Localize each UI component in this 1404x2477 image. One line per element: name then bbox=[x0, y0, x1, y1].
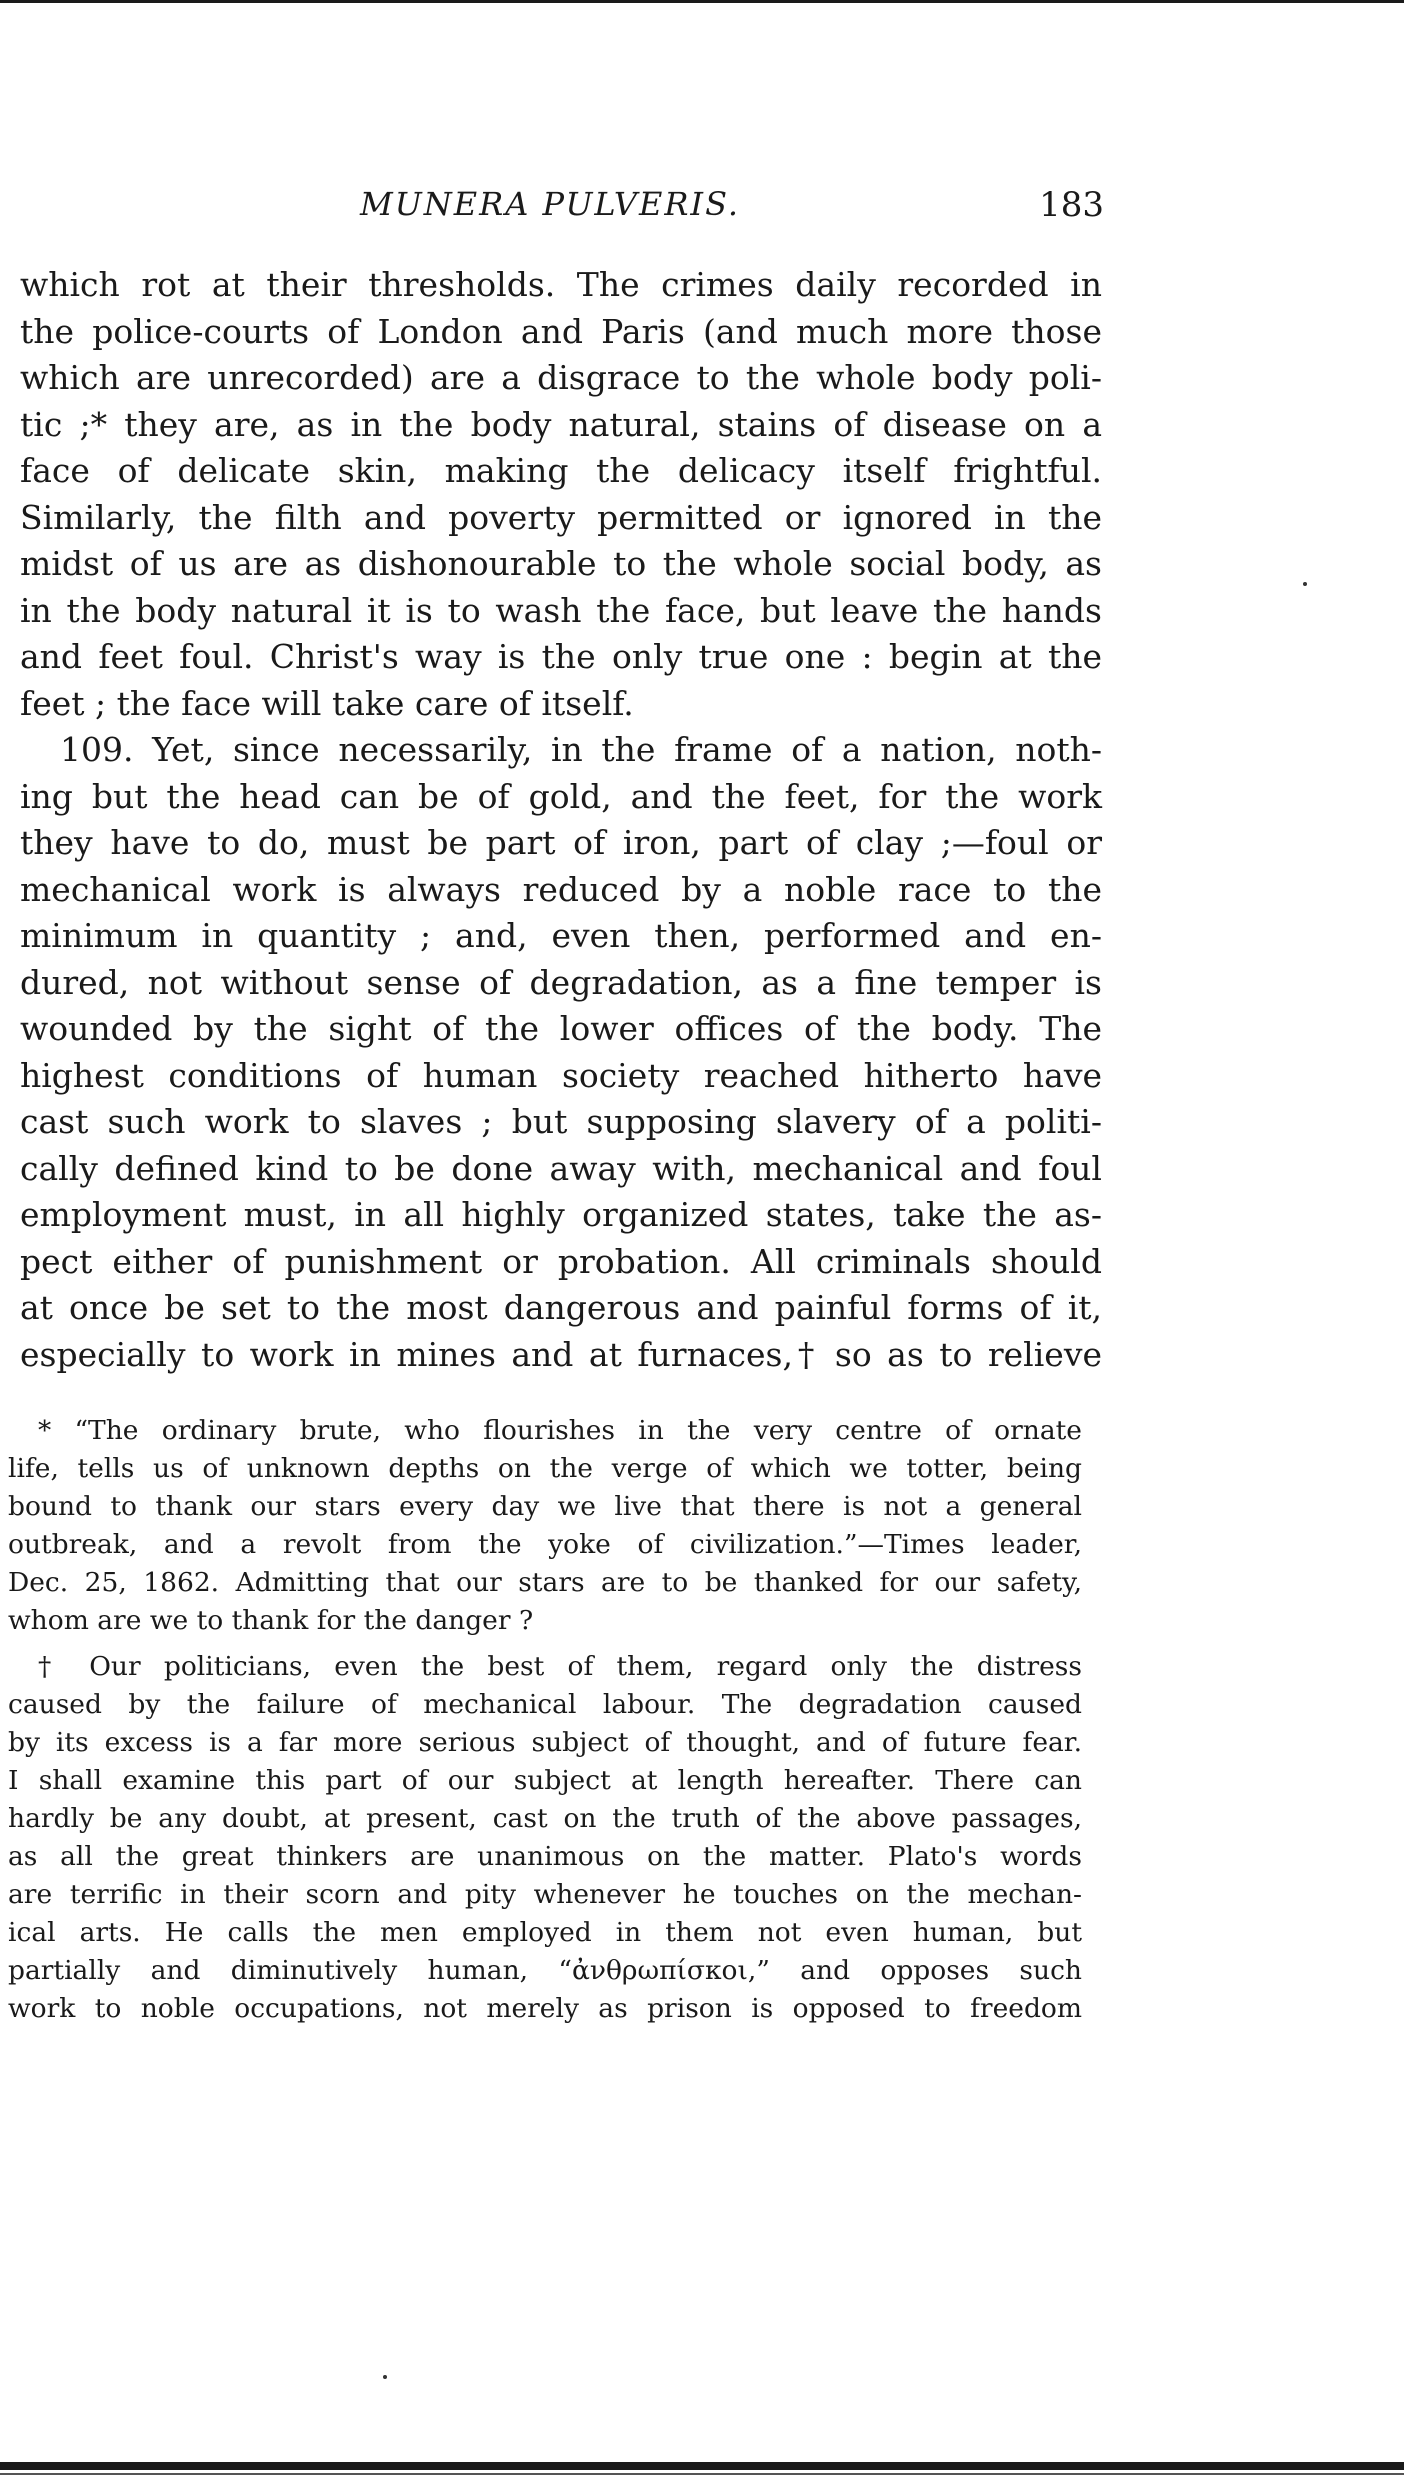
footnote-line: † Our politicians, even the best of them, regard only the distress bbox=[38, 1651, 1082, 1682]
footnote-line: caused by the failure of mechanical labour. The degradation caused bbox=[8, 1689, 1082, 1720]
footnote-gap bbox=[8, 1640, 1082, 1648]
body-line: Similarly, the filth and poverty permitted or ignored in the bbox=[20, 497, 1102, 537]
footnote-line: ical arts. He calls the men employed in them not even human, but bbox=[8, 1917, 1082, 1948]
footnote-line: work to noble occupations, not merely as prison is opposed to freedom bbox=[8, 1993, 1082, 2024]
body-line: which rot at their thresholds. The crimes daily recorded in bbox=[20, 265, 1102, 304]
footnote-line: partially and diminutively human, “ἀνθρωπίσκοι,” and opposes such bbox=[8, 1955, 1082, 1986]
footnote-line: Dec. 25, 1862. Admitting that our stars are to be thanked for our safety, bbox=[8, 1567, 1082, 1598]
body-line: cast such work to slaves ; but supposing slavery of a politi- bbox=[20, 1102, 1102, 1141]
footnote-dagger bbox=[8, 1648, 1082, 2028]
footnote-asterisk bbox=[8, 1412, 1082, 1640]
footnote-line: are terrific in their scorn and pity whenever he touches on the mechan- bbox=[8, 1879, 1082, 1910]
body-line: tic ;* they are, as in the body natural, stains of disease on a bbox=[20, 404, 1102, 444]
body-line: ing but the head can be of gold, and the feet, for the work bbox=[20, 776, 1102, 816]
footnote-line: life, tells us of unknown depths on the verge of which we totter, being bbox=[8, 1453, 1082, 1484]
print-speck bbox=[1303, 582, 1307, 586]
footnote-line: by its excess is a far more serious subject of thought, and of future fear. bbox=[8, 1727, 1082, 1758]
running-title: MUNERA PULVERIS. bbox=[360, 185, 741, 223]
bottom-rule bbox=[0, 2462, 1404, 2470]
body-line: midst of us are as dishonourable to the whole social body, as bbox=[20, 544, 1102, 583]
body-line: especially to work in mines and at furnaces,† so as to relieve bbox=[20, 1334, 1102, 1374]
footnote-line: hardly be any doubt, at present, cast on the truth of the above passages, bbox=[8, 1803, 1082, 1834]
footnotes bbox=[8, 1412, 1082, 2028]
body-line: highest conditions of human society reached hitherto have bbox=[20, 1055, 1102, 1095]
body-line: in the body natural it is to wash the face, but leave the hands bbox=[20, 590, 1102, 630]
paragraph-109-start: 109. Yet, since necessarily, in the frame of a nation, noth- bbox=[60, 730, 1102, 769]
body-line: wounded by the sight of the lower offices of the body. The bbox=[20, 1009, 1102, 1048]
bottom-rule-thin bbox=[0, 2473, 1404, 2475]
footnote-line: I shall examine this part of our subject at length hereafter. There can bbox=[8, 1765, 1082, 1796]
page-number: 183 bbox=[1039, 185, 1104, 225]
body-line: and feet foul. Christ's way is the only true one : begin at the bbox=[20, 637, 1102, 676]
body-line: feet ; the face will take care of itself. bbox=[20, 683, 634, 723]
body-line: they have to do, must be part of iron, part of clay ;—foul or bbox=[20, 823, 1102, 862]
footnote-line: bound to thank our stars every day we live that there is not a general bbox=[8, 1491, 1082, 1522]
top-rule bbox=[0, 0, 1404, 3]
body-line: dured, not without sense of degradation, as a fine temper is bbox=[20, 962, 1102, 1002]
body-line: the police-courts of London and Paris (and much more those bbox=[20, 311, 1102, 351]
footnote-line: whom are we to thank for the danger ? bbox=[8, 1605, 534, 1636]
body-line: which are unrecorded) are a disgrace to the whole body poli- bbox=[20, 358, 1102, 397]
footnote-line: outbreak, and a revolt from the yoke of civilization.”—Times leader, bbox=[8, 1529, 1082, 1560]
body-line: mechanical work is always reduced by a noble race to the bbox=[20, 869, 1102, 909]
body-text bbox=[20, 262, 1102, 1378]
body-line: cally defined kind to be done away with, mechanical and foul bbox=[20, 1148, 1102, 1188]
body-line: face of delicate skin, making the delicacy itself frightful. bbox=[20, 451, 1102, 490]
body-line: pect either of punishment or probation. All criminals should bbox=[20, 1241, 1102, 1281]
body-line: employment must, in all highly organized states, take the as- bbox=[20, 1195, 1102, 1234]
footnote-line: * “The ordinary brute, who flourishes in the very centre of ornate bbox=[38, 1415, 1082, 1446]
running-head bbox=[20, 185, 1104, 237]
footnote-line: as all the great thinkers are unanimous on the matter. Plato's words bbox=[8, 1841, 1082, 1872]
body-line: at once be set to the most dangerous and painful forms of it, bbox=[20, 1288, 1102, 1327]
body-line: minimum in quantity ; and, even then, performed and en- bbox=[20, 916, 1102, 955]
print-speck bbox=[383, 2375, 387, 2379]
